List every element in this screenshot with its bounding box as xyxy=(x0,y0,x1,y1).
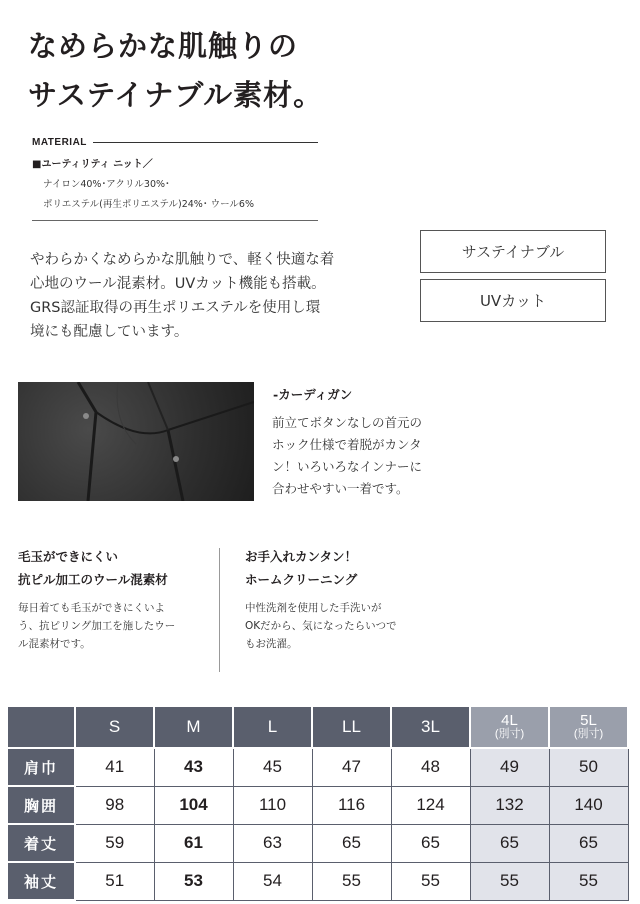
feature-title: お手入れカンタン！ xyxy=(245,549,358,564)
description xyxy=(30,248,390,344)
cardigan-photo xyxy=(18,382,254,501)
description-line: 境にも配慮しています。 xyxy=(30,324,189,340)
product-description-line: 合わせやすい一着です。 xyxy=(272,481,409,496)
feature-divider xyxy=(219,548,220,672)
size-cell: 65 xyxy=(470,824,549,862)
headline-line-2: サステイナブル素材。 xyxy=(28,78,324,112)
size-row-label: 着丈 xyxy=(7,824,75,862)
headline xyxy=(28,22,323,120)
feature-description-line: OKだから、気になったらいつで xyxy=(245,620,397,632)
tag-sustainable: サステイナブル xyxy=(420,230,606,273)
size-header-label: 5L xyxy=(580,712,597,729)
size-row-label: 袖丈 xyxy=(7,862,75,900)
feature-description-line: もお洗濯。 xyxy=(245,638,298,650)
product-description-line: 前立てボタンなしの首元の xyxy=(272,415,423,430)
feature-description-line: う、抗ピリング加工を施したウー xyxy=(18,620,176,632)
size-header-corner xyxy=(7,706,75,748)
size-row-label: 肩巾 xyxy=(7,748,75,786)
material-composition-1: ナイロン40%･アクリル30%･ xyxy=(43,179,170,190)
size-header-extended xyxy=(549,706,628,748)
size-cell: 63 xyxy=(233,824,312,862)
size-cell: 41 xyxy=(75,748,154,786)
size-cell: 51 xyxy=(75,862,154,900)
tag-uv-cut: UVカット xyxy=(420,279,606,322)
size-cell: 55 xyxy=(470,862,549,900)
feature-description-line: 毎日着ても毛玉ができにくいよ xyxy=(18,602,165,614)
size-header-extended xyxy=(470,706,549,748)
material-item: ■ユーティリティ ニット／ xyxy=(32,159,153,170)
product-description xyxy=(272,412,422,500)
size-header: L xyxy=(233,706,312,748)
size-header-note: (別寸) xyxy=(573,728,604,740)
product-description-line: ン！いろいろなインナーに xyxy=(272,459,423,474)
size-row xyxy=(7,786,628,824)
feature-description xyxy=(18,599,175,653)
size-cell: 45 xyxy=(233,748,312,786)
size-header: M xyxy=(154,706,233,748)
size-cell: 50 xyxy=(549,748,628,786)
size-cell: 104 xyxy=(154,786,233,824)
size-row-label: 胸囲 xyxy=(7,786,75,824)
size-header: LL xyxy=(312,706,391,748)
cardigan-illustration xyxy=(18,382,254,501)
feature-home-cleaning xyxy=(245,545,397,653)
size-cell: 61 xyxy=(154,824,233,862)
size-table xyxy=(6,705,629,901)
size-cell: 116 xyxy=(312,786,391,824)
size-cell: 98 xyxy=(75,786,154,824)
material-label: MATERIAL xyxy=(32,137,87,148)
description-line: 心地のウール混素材。UVカット機能も搭載。 xyxy=(30,276,326,292)
feature-description xyxy=(245,599,397,653)
feature-title: 毛玉ができにくい xyxy=(18,549,119,564)
size-row xyxy=(7,824,628,862)
size-row xyxy=(7,748,628,786)
size-cell: 65 xyxy=(391,824,470,862)
size-cell: 53 xyxy=(154,862,233,900)
size-cell: 140 xyxy=(549,786,628,824)
material-bottom-divider xyxy=(32,220,318,221)
material-divider xyxy=(93,142,318,143)
size-header-label: 4L xyxy=(501,712,518,729)
size-cell: 55 xyxy=(549,862,628,900)
feature-title: 抗ピル加工のウール混素材 xyxy=(18,572,168,587)
size-header-note: (別寸) xyxy=(494,728,525,740)
feature-title: ホームクリーニング xyxy=(245,572,358,587)
size-cell: 132 xyxy=(470,786,549,824)
feature-anti-pill xyxy=(18,545,175,653)
size-cell: 48 xyxy=(391,748,470,786)
size-cell: 110 xyxy=(233,786,312,824)
headline-line-1: なめらかな肌触りの xyxy=(28,29,299,63)
size-header: 3L xyxy=(391,706,470,748)
feature-description-line: ル混素材です。 xyxy=(18,638,91,650)
size-cell: 55 xyxy=(391,862,470,900)
size-cell: 47 xyxy=(312,748,391,786)
size-cell: 65 xyxy=(549,824,628,862)
size-row xyxy=(7,862,628,900)
size-cell: 55 xyxy=(312,862,391,900)
size-cell: 54 xyxy=(233,862,312,900)
size-cell: 49 xyxy=(470,748,549,786)
size-cell: 43 xyxy=(154,748,233,786)
material-header xyxy=(32,137,318,148)
feature-description-line: 中性洗剤を使用した手洗いが xyxy=(245,602,382,614)
description-line: GRS認証取得の再生ポリエステルを使用し環 xyxy=(30,300,321,316)
product-title: -カーディガン xyxy=(273,387,353,402)
size-cell: 124 xyxy=(391,786,470,824)
product-description-line: ホック仕様で着脱がカンタ xyxy=(272,437,422,452)
size-header: S xyxy=(75,706,154,748)
material-composition-2: ポリエステル(再生ポリエステル)24%･ ウール6% xyxy=(43,199,254,210)
size-cell: 65 xyxy=(312,824,391,862)
description-line: やわらかくなめらかな肌触りで、軽く快適な着 xyxy=(30,252,335,268)
size-header-row xyxy=(7,706,628,748)
size-cell: 59 xyxy=(75,824,154,862)
